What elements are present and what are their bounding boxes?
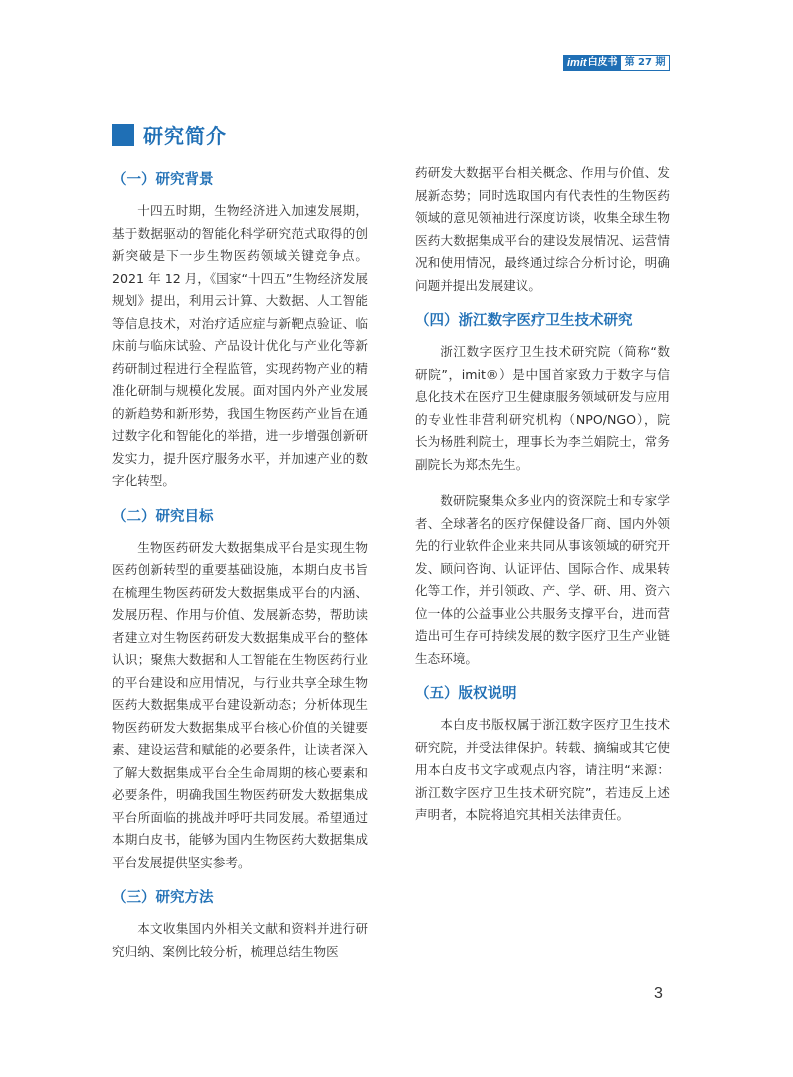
left-column	[112, 162, 368, 963]
right-column	[415, 162, 670, 827]
issue-number: 第 27 期	[621, 56, 670, 70]
page-title-row	[112, 120, 227, 149]
badge-brand	[564, 56, 621, 70]
section-heading-objectives: （二）研究目标	[112, 508, 214, 525]
paragraph-copyright: 本白皮书版权属于浙江数字医疗卫生技术研究院，并受法律保护。转载、摘编或其它使用本白皮书文字或观点内容，请注明“来源：浙江数字医疗卫生技术研究院”，若违反上述声明者，本院将追究其相关法律责任。	[415, 717, 670, 822]
section-heading-methods: （三）研究方法	[112, 890, 214, 906]
paragraph-background: 十四五时期，生物经济进入加速发展期，基于数据驱动的智能化科学研究范式取得的创新突破是下一步生物医药领域关键竞争点。2021 年 12 月，《国家“十四五”生物经济发展规划》提出，利用云计算、大数据、人工智能等信息技术，对治疗适应症与新靶点验证、临床前与临床试验、产品设计优化与产业化等新药研制过程进行全程监管，实现药物产业的精准化研制与规模化发展。面对国内外产业发展的新趋势和新形势，我国生物医药产业旨在通过数字化和智能化的举措，进一步增强创新研发实力，提升医疗服务水平，并加速产业的数字化转型。	[112, 203, 368, 488]
title-square-icon	[112, 124, 134, 146]
section-heading-copyright: （五）版权说明	[415, 686, 517, 702]
paragraph-methods: 本文收集国内外相关文献和资料并进行研究归纳、案例比较分析，梳理总结生物医	[112, 921, 368, 959]
page-title: 研究简介	[143, 124, 227, 148]
section-heading-background: （一）研究背景	[112, 172, 214, 188]
section-heading-institute: （四）浙江数字医疗卫生技术研究	[415, 313, 633, 329]
paragraph-institute-activities: 数研院聚集众多业内的资深院士和专家学者、全球著名的医疗保健设备厂商、国内外领先的行业软件企业来共同从事该领域的研究开发、顾问咨询、认证评估、国际合作、成果转化等工作，并引领政、产、学、研、用、资六位一体的公益事业公共服务支撑平台，进而营造出可生存可持续发展的数字医疗卫生产业链生态环境。	[415, 493, 670, 666]
issue-badge	[563, 55, 670, 71]
page-number: 3	[654, 985, 663, 1002]
paragraph-methods-continued: 药研发大数据平台相关概念、作用与价值、发展新态势；同时选取国内有代表性的生物医药领域的意见领袖进行深度访谈，收集全球生物医药大数据集成平台的建设发展情况、运营情况和使用情况，最终通过综合分析讨论，明确问题并提出发展建议。	[415, 165, 670, 293]
paragraph-institute-intro: 浙江数字医疗卫生技术研究院（简称“数研院”，imit®）是中国首家致力于数字与信息化技术在医疗卫生健康服务领域研发与应用的专业性非营利研究机构（NPO/NGO），院长为杨胜利院士，理事长为李兰娟院士，常务副院长为郑杰先生。	[415, 344, 670, 472]
imit-logo: imit	[567, 57, 587, 69]
publication-label: 白皮书	[587, 57, 618, 68]
paragraph-objectives: 生物医药研发大数据集成平台是实现生物医药创新转型的重要基础设施，本期白皮书旨在梳理生物医药研发大数据集成平台的内涵、发展历程、作用与价值、发展新态势，帮助读者建立对生物医药研发大数据集成平台的整体认识；聚焦大数据和人工智能在生物医药行业的平台建设和应用情况，与行业共享全球生物医药大数据集成平台建设新动态；分析体现生物医药研发大数据集成平台核心价值的关键要素、建设运营和赋能的必要条件，让读者深入了解大数据集成平台全生命周期的核心要素和必要条件，明确我国生物医药研发大数据集成平台所面临的挑战并呼吁共同发展。希望通过本期白皮书，能够为国内生物医药大数据集成平台发展提供坚实参考。	[112, 539, 368, 870]
